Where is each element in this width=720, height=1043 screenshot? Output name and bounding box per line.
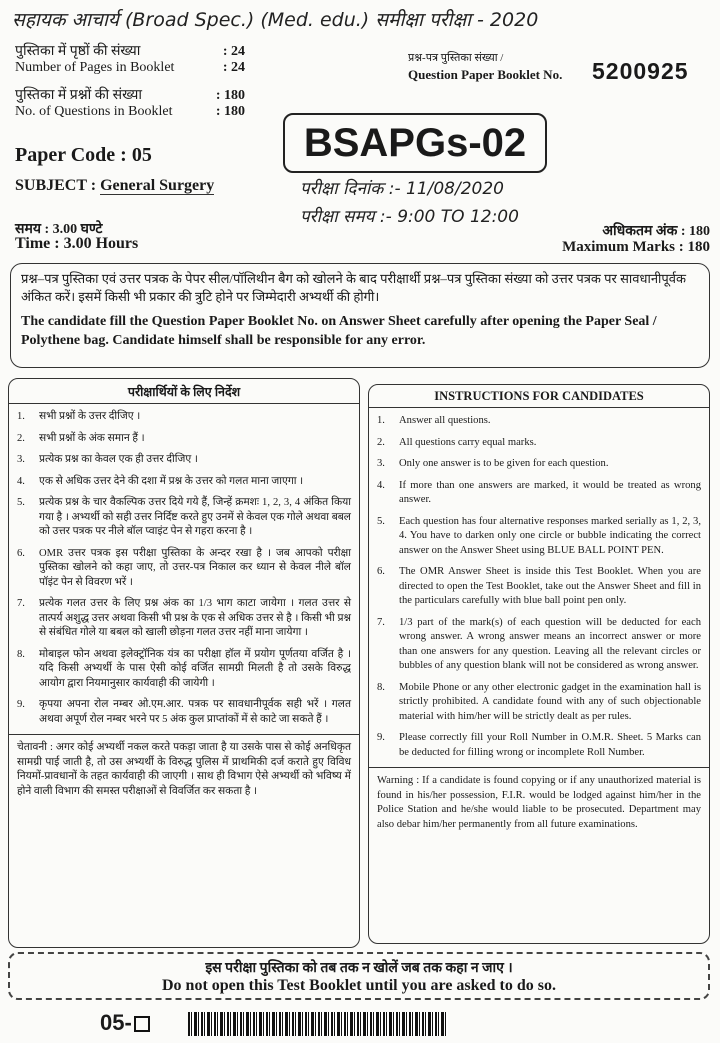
- en-item: [377, 457, 701, 472]
- hi-item-text: प्रत्येक गलत उत्तर के लिए प्रश्न अंक का 1/3 भाग काटा जायेगा । गलत उत्तर से तात्पर्य अशुद्ध उत्तर अथवा किसी भी प्रश्न के एक से अधिक उत्तर से है । किसी भी प्रश्न से संबंधित गोले या बबल को खाली छोड़ना गलत उत्तर नहीं माना जायेगा ।: [39, 598, 351, 638]
- en-item: [377, 616, 701, 674]
- hi-item: [17, 698, 351, 727]
- hi-item-number: 6.: [17, 547, 25, 559]
- en-item-text: Each question has four alternative responses marked serially as 1, 2, 3, 4. You have to darken only one circle or bubble indicating the correct answer on the Answer Sheet using BLUE BALL POINT PEN.: [399, 515, 701, 556]
- hindi-instructions-panel: [8, 378, 360, 948]
- hi-item: [17, 547, 351, 591]
- series-code: BSAPGs-02: [303, 121, 527, 165]
- hi-item-text: मोबाइल फोन अथवा इलेक्ट्रॉनिक यंत्र का परीक्षा हॉल में प्रयोग पूर्णतया वर्जित है । यदि किसी अभ्यर्थी के पास ऐसी कोई वर्जित सामग्री मिलती है तो उसके विरुद्ध आयोग द्वारा नियमानुसार कार्यवाही की जायेगी ।: [39, 648, 351, 689]
- english-warning: Warning : If a candidate is found copying or if any unauthorized material is found in his/her possession, F.I.R. would be lodged against him/her in the Police Station and he/she would liable to be prosecuted. Department may also debar him/her permanently from all future examinations.: [369, 767, 709, 832]
- hi-item-number: 2.: [17, 432, 25, 444]
- hi-item-text: सभी प्रश्नों के अंक समान हैं ।: [39, 432, 145, 444]
- en-item-text: Only one answer is to be given for each question.: [399, 458, 609, 469]
- en-item-number: 9.: [377, 732, 385, 743]
- hindi-instructions-list: [17, 410, 351, 727]
- bottom-code: [100, 1010, 150, 1036]
- barcode-icon: [188, 1012, 448, 1036]
- en-item-number: 5.: [377, 515, 385, 527]
- en-item-text: The OMR Answer Sheet is inside this Test Booklet. When you are directed to open the Test Booklet, take out the Answer Sheet and fill in the particulars carefully with blue ball point pen only.: [399, 566, 701, 606]
- hi-item: [17, 475, 351, 490]
- hi-item-number: 1.: [17, 411, 25, 422]
- hi-item: [17, 648, 351, 692]
- hi-item-number: 7.: [17, 598, 25, 609]
- en-item-text: If more than one answers are marked, it would be treated as wrong answer.: [399, 479, 701, 505]
- subject-row: [15, 177, 214, 195]
- questions-value-en: : 180: [215, 104, 245, 119]
- seal-notice-en: The candidate fill the Question Paper Booklet No. on Answer Sheet carefully after opening the Paper Seal / Polythene bag. Candidate himself shall be responsible for any error.: [21, 314, 657, 348]
- paper-code: Paper Code : 05: [15, 144, 152, 166]
- hi-item-text: OMR उत्तर पत्रक इस परीक्षा पुस्तिका के अन्दर रखा है । जब आपको परीक्षा पुस्तिका खोलने को कहा जाए, तो उत्तर-पत्र निकाल कर ध्यान से केवल नीले बॉल पॉइंट पेन से विवरण भरें ।: [39, 547, 351, 588]
- en-item-number: 6.: [377, 566, 385, 577]
- en-item-number: 4.: [377, 479, 385, 491]
- hi-item-number: 5.: [17, 497, 25, 508]
- en-item: [377, 414, 701, 429]
- en-item-text: 1/3 part of the mark(s) of each question will be deducted for each wrong answer. A wrong answer means an incorrect answer or more than one answers for any question. Leaving all the relevant circles or bubbles of any question blank will not be considered as wrong answer.: [399, 616, 701, 671]
- subject-value: General Surgery: [100, 177, 215, 194]
- handwritten-exam-title: सहायक आचार्य (Broad Spec.) (Med. edu.) समीक्षा परीक्षा - 2020: [12, 9, 539, 31]
- questions-value: : 180: [215, 88, 245, 103]
- pages-value: : 24: [222, 44, 245, 59]
- en-item: [377, 731, 701, 760]
- time-hi: समय : 3.00 घण्टे: [15, 222, 103, 237]
- square-icon: [134, 1016, 150, 1032]
- max-marks-hi: अधिकतम अंक : 180: [602, 224, 710, 239]
- hi-item-text: प्रत्येक प्रश्न का केवल एक ही उत्तर दीजिए ।: [39, 454, 198, 465]
- hi-item-number: 4.: [17, 475, 25, 487]
- hindi-warning: चेतावनी : अगर कोई अभ्यर्थी नकल करते पकड़ा जाता है या उसके पास से कोई अनधिकृत सामग्री पाई जाती है, तो उस अभ्यर्थी के विरुद्ध पुलिस में प्राथमिकी दर्ज कराते हुए विविध नियमों-प्रावधानों के तहत कार्यवाही की जाएगी । साथ ही विभाग ऐसे अभ्यर्थी को भविष्य में होने वाली विभाग की समस्त परीक्षाओं से विवर्जित कर सकता है ।: [9, 734, 359, 799]
- english-instructions-list: [377, 414, 701, 760]
- bottom-code-text: 05-: [100, 1010, 132, 1035]
- subject-label: SUBJECT :: [15, 177, 97, 194]
- hi-item-number: 9.: [17, 699, 25, 710]
- booklet-number: 5200925: [592, 58, 689, 84]
- en-item-number: 1.: [377, 415, 385, 426]
- hindi-instructions-title: परीक्षार्थियों के लिए निर्देश: [9, 379, 359, 404]
- en-item: [377, 479, 701, 508]
- booklet-no-label-en: Question Paper Booklet No.: [408, 67, 563, 82]
- do-not-open-hi: इस परीक्षा पुस्तिका को तब तक न खोलें जब तक कहा न जाए ।: [205, 961, 513, 976]
- en-item-text: All questions carry equal marks.: [399, 436, 537, 448]
- hi-item-text: एक से अधिक उत्तर देने की दशा में प्रश्न के उत्तर को गलत माना जाएगा ।: [39, 475, 304, 487]
- en-item-number: 3.: [377, 458, 385, 469]
- series-code-box: [283, 113, 547, 173]
- pages-label-hi: पुस्तिका में पृष्ठों की संख्या: [15, 44, 141, 59]
- en-item: [377, 436, 701, 451]
- max-marks-en: Maximum Marks : 180: [562, 239, 710, 255]
- hi-item: [17, 410, 351, 425]
- questions-label-en: No. of Questions in Booklet: [15, 104, 173, 119]
- pages-label-en: Number of Pages in Booklet: [15, 60, 175, 75]
- english-instructions-panel: [368, 384, 710, 944]
- time-en: Time : 3.00 Hours: [15, 235, 139, 252]
- hi-item-number: 3.: [17, 454, 25, 465]
- en-item-number: 2.: [377, 436, 385, 448]
- handwritten-exam-date: परीक्षा दिनांक :- 11/08/2020: [300, 179, 504, 199]
- en-item-text: Answer all questions.: [399, 415, 491, 426]
- en-item: [377, 681, 701, 725]
- hi-item-text: कृपया अपना रोल नम्बर ओ.एम.आर. पत्रक पर सावधानीपूर्वक सही भरें । गलत अथवा अपूर्ण रोल नम्बर भरने पर 5 अंक कुल प्राप्तांकों में से काटे जा सकते हैं ।: [39, 699, 351, 725]
- pages-count-block: [15, 44, 245, 76]
- hi-item: [17, 597, 351, 641]
- hi-item-text: प्रत्येक प्रश्न के चार वैकल्पिक उत्तर दिये गये हैं, जिन्हें क्रमशः 1, 2, 3, 4 अंकित किया गया है । अभ्यर्थी को सही उत्तर निर्दिष्ट करते हुए उनमें से केवल एक गोले अथवा बबल को उत्तर पत्रक पर नीले बॉल प्वाइंट पेन से गहरा करना है ।: [39, 497, 351, 537]
- seal-notice-hi: प्रश्न–पत्र पुस्तिका एवं उत्तर पत्रक के पेपर सील/पॉलिथीन बैग को खोलने के बाद परीक्षार्थी प्रश्न–पत्र पुस्तिका संख्या को उत्तर पत्रक पर सावधानीपूर्वक अंकित करें। इसमें किसी भी प्रकार की त्रुटि होने पर जिम्मेदारी अभ्यर्थी की होगी।: [21, 271, 687, 304]
- hi-item-text: सभी प्रश्नों के उत्तर दीजिए ।: [39, 411, 141, 422]
- do-not-open-en: Do not open this Test Booklet until you are asked to do so.: [162, 977, 556, 994]
- hi-item: [17, 496, 351, 540]
- seal-notice-box: [10, 263, 710, 368]
- do-not-open-box: [8, 952, 710, 1000]
- booklet-no-label-hi: प्रश्न-पत्र पुस्तिका संख्या /: [408, 52, 504, 64]
- pages-value-en: : 24: [222, 60, 245, 75]
- hi-item-number: 8.: [17, 648, 25, 660]
- en-item-number: 8.: [377, 681, 385, 693]
- english-instructions-title: INSTRUCTIONS FOR CANDIDATES: [369, 385, 709, 408]
- en-item: [377, 515, 701, 559]
- questions-label-hi: पुस्तिका में प्रश्नों की संख्या: [15, 88, 143, 103]
- hi-item: [17, 432, 351, 447]
- en-item-text: Please correctly fill your Roll Number in O.M.R. Sheet. 5 Marks can be deducted for filling wrong or incomplete Roll Number.: [399, 732, 701, 758]
- en-item: [377, 565, 701, 609]
- en-item-number: 7.: [377, 616, 385, 628]
- questions-count-block: [15, 88, 245, 120]
- handwritten-exam-time: परीक्षा समय :- 9:00 TO 12:00: [300, 207, 519, 227]
- hi-item: [17, 453, 351, 468]
- en-item-text: Mobile Phone or any other electronic gadget in the examination hall is strictly prohibited. A candidate found with any of such objectionable material with him/her will be strictly dealt as per rules.: [399, 681, 701, 722]
